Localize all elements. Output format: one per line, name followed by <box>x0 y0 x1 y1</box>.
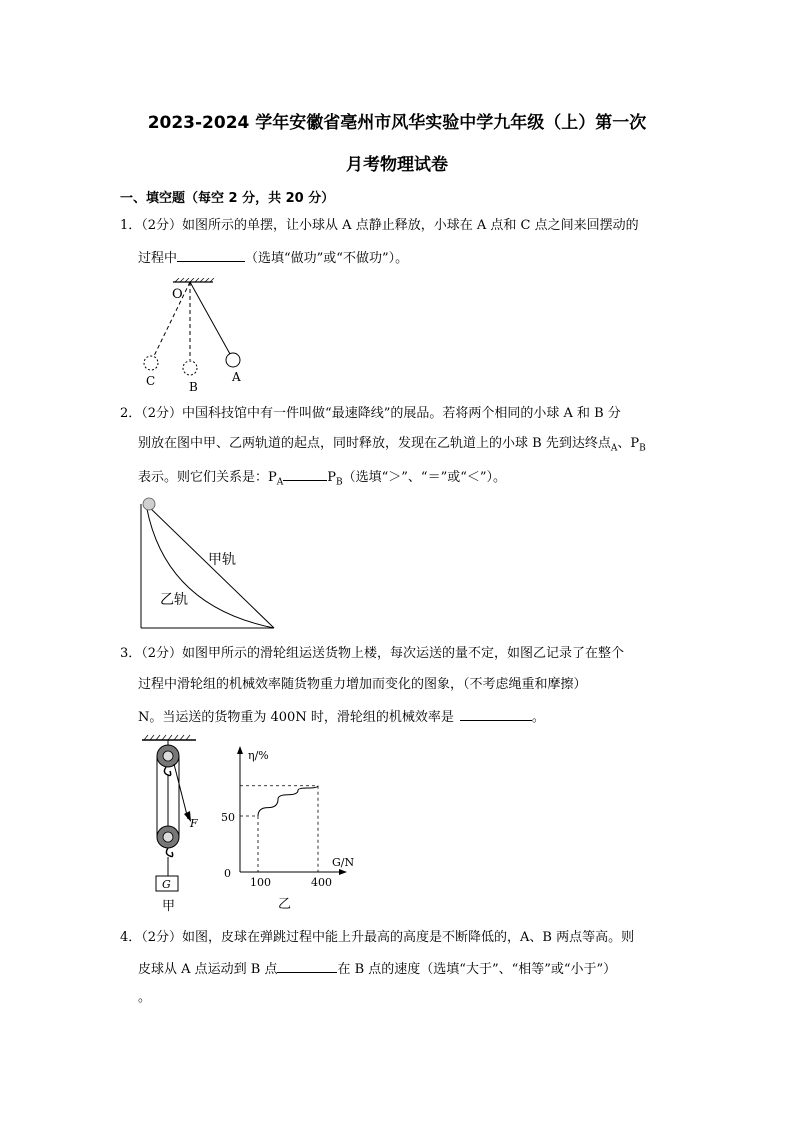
q1-text: 如图所示的单摆，让小球从 A 点静止释放，小球在 A 点和 C 点之间来回摆动的 <box>182 218 639 233</box>
tick-origin: 0 <box>224 867 231 880</box>
q4-line3: 。 <box>138 990 152 1005</box>
track-yi-label: 乙轨 <box>160 592 188 608</box>
q2-number: 2．（2分） <box>120 406 183 421</box>
label-o: O <box>172 287 183 302</box>
q4-number: 4．（2分） <box>120 930 183 945</box>
label-f: F <box>190 817 198 830</box>
q3-answer-blank[interactable] <box>460 708 532 721</box>
x-axis-label: G/N <box>332 856 355 869</box>
q1-text-before: 过程中 <box>138 251 178 266</box>
q2-sub-a: A <box>610 443 618 454</box>
label-a: A <box>232 370 241 384</box>
ball-b <box>183 361 197 375</box>
q3-text-3b: 。 <box>531 710 545 725</box>
q3-text-1: 如图甲所示的滑轮组运送货物上楼，每次运送的量不定，如图乙记录了在整个 <box>182 646 625 661</box>
label-g: G <box>162 878 171 891</box>
q2-sub-pb: B <box>336 477 343 488</box>
q2-sub-b: B <box>639 443 646 454</box>
label-b: B <box>189 380 198 394</box>
start-ball <box>143 498 155 510</box>
track-jia-label: 甲轨 <box>208 552 236 568</box>
section-heading: 一、填空题（每空 2 分，共 20 分） <box>120 191 335 206</box>
q4-text-2b: 在 B 点的速度（选填“大于”、“相等”或“小于”） <box>337 962 617 977</box>
label-c: C <box>146 374 156 388</box>
chart-guide-lines <box>240 786 318 872</box>
q2-line3 <box>138 468 506 491</box>
q2-answer-blank[interactable] <box>283 468 327 481</box>
q2-text-3a: 表示。则它们关系是：P <box>138 470 277 485</box>
q1-number: 1．（2分） <box>120 218 183 233</box>
q1-answer-blank[interactable] <box>177 249 245 262</box>
page-title-line2: 月考物理试卷 <box>346 155 448 175</box>
q4-line2 <box>138 960 616 978</box>
q3-number: 3．（2分） <box>120 646 183 661</box>
q2-line2 <box>138 436 646 457</box>
q3-line1 <box>120 646 624 662</box>
q2-p: 、P <box>617 436 640 451</box>
q1-pendulum-figure <box>135 278 255 396</box>
q2-track-figure <box>136 494 280 630</box>
q1-line2 <box>138 249 408 267</box>
q2-text-3b: （选填“＞”、“＝”或“＜”）。 <box>342 470 507 485</box>
q2-p2: P <box>327 470 336 485</box>
q4-text-2a: 皮球从 A 点运动到 B 点 <box>138 962 278 977</box>
ball-a <box>226 353 240 367</box>
q3-line2: 过程中滑轮组的机械效率随货物重力增加而变化的图象，（不考虑绳重和摩擦） <box>138 677 587 692</box>
caption-jia: 甲 <box>162 899 176 914</box>
page-title-line1: 2023-2024 学年安徽省亳州市风华实验中学九年级（上）第一次 <box>147 113 647 133</box>
caption-yi: 乙 <box>278 897 292 912</box>
q3-line3 <box>138 708 545 726</box>
q2-text-1: 中国科技馆中有一件叫做“最速降线”的展品。若将两个相同的小球 A 和 B 分 <box>182 406 621 421</box>
y-axis-label: η/% <box>248 749 269 762</box>
q3-efficiency-chart <box>216 744 358 914</box>
q4-answer-blank[interactable] <box>277 960 337 973</box>
tick-x-400: 400 <box>311 876 332 889</box>
tick-y-50: 50 <box>221 811 235 824</box>
efficiency-curve <box>258 786 318 816</box>
q3-text-3: N。当运送的货物重为 400N 时，滑轮组的机械效率是 <box>138 710 454 725</box>
q2-line1 <box>120 406 621 422</box>
q1-line1 <box>120 218 639 234</box>
q2-sub-pa: A <box>276 477 284 488</box>
ball-c <box>144 356 158 370</box>
q4-line1 <box>120 930 634 946</box>
q3-pulley-figure <box>140 734 210 914</box>
q4-text-1: 如图，皮球在弹跳过程中能上升最高的高度是不断降低的，A、B 两点等高。则 <box>182 930 635 945</box>
q1-text-after: （选填“做功”或“不做功”）。 <box>245 251 409 266</box>
tick-x-100: 100 <box>250 876 271 889</box>
q2-text-2: 别放在图中甲、乙两轨道的起点，同时释放，发现在乙轨道上的小球 B 先到达终点 <box>138 436 611 451</box>
pull-rope <box>174 764 188 819</box>
